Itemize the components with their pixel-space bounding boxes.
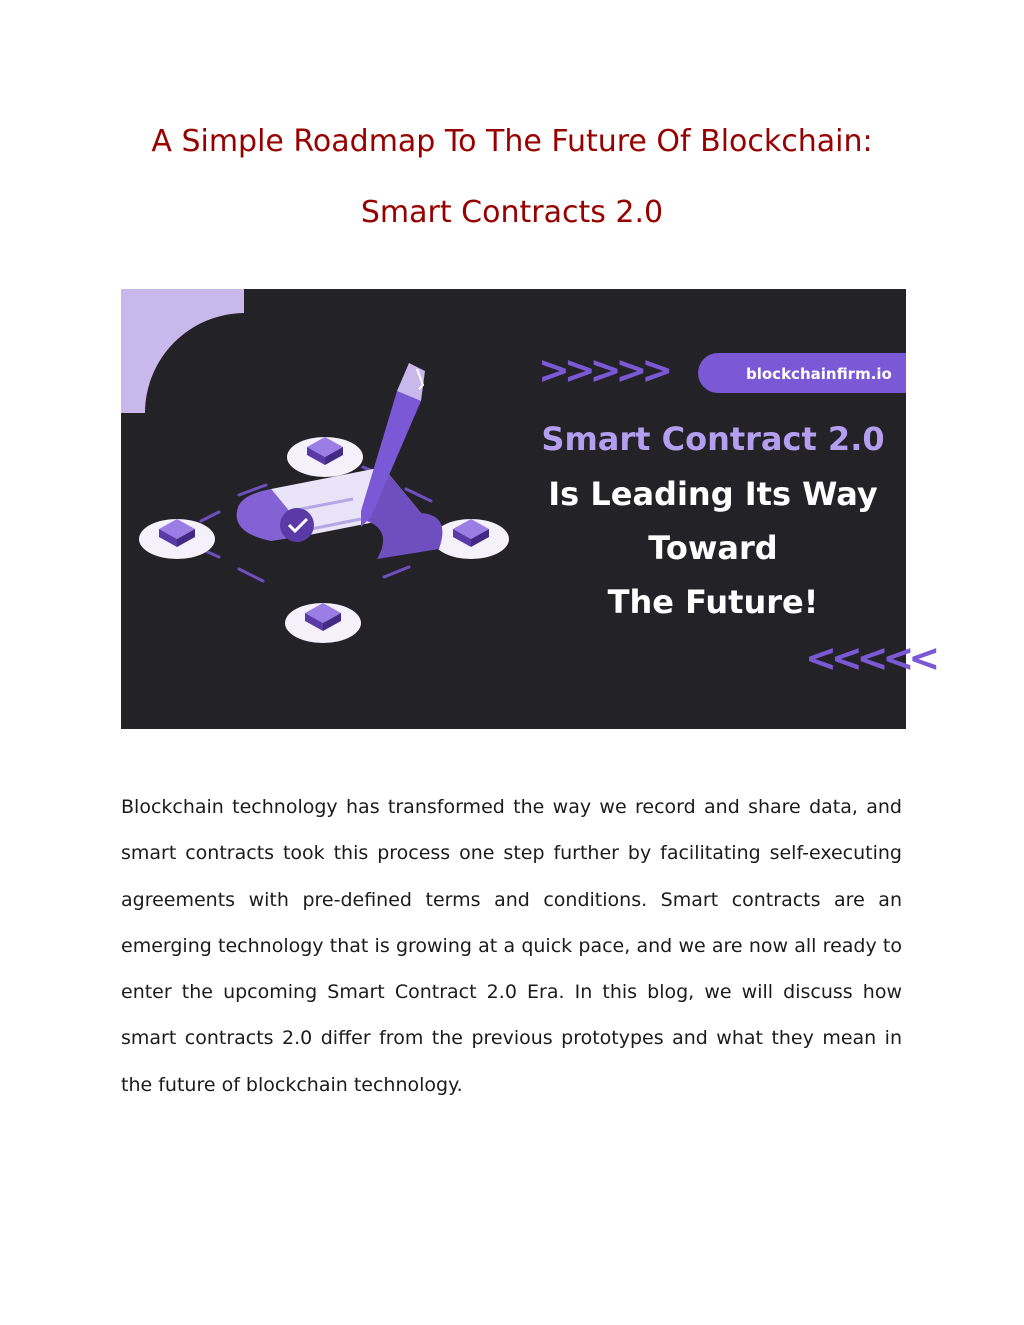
arrows-right-icon: >>>>> — [538, 348, 668, 392]
document-title-line-2: Smart Contracts 2.0 — [360, 195, 664, 230]
document-title-line-1: A Simple Roadmap To The Future Of Blockchain: — [151, 124, 873, 159]
body-paragraph: Blockchain technology has transformed the way we record and share data, and smart contracts took this process one step further by facilitating self-executing agreements with pre-defined terms and conditions. Smart contracts are an emerging technology that is growing at a quick pace, and we are now all ready to enter the upcoming Smart Contract 2.0 Era. In this blog, we will discuss how smart contracts 2.0 differ from the previous prototypes and what they mean in the future of blockchain technology. — [121, 796, 902, 1096]
node-cube-icon — [285, 603, 361, 643]
arrows-left-icon: <<<<< — [805, 636, 935, 680]
headline-line-4: The Future! — [607, 583, 819, 621]
headline-line-3: Toward — [648, 529, 778, 567]
brand-badge-label: blockchainfirm.io — [746, 365, 892, 383]
corner-decoration — [121, 289, 244, 413]
headline-line-1: Smart Contract 2.0 — [541, 420, 885, 458]
checkmark-icon — [280, 508, 314, 542]
contract-scroll-icon — [237, 467, 443, 559]
node-cube-icon — [433, 519, 509, 559]
node-cube-icon — [139, 519, 215, 559]
banner-image — [121, 289, 935, 729]
node-cube-icon — [287, 437, 363, 477]
headline-line-2: Is Leading Its Way — [548, 475, 878, 513]
